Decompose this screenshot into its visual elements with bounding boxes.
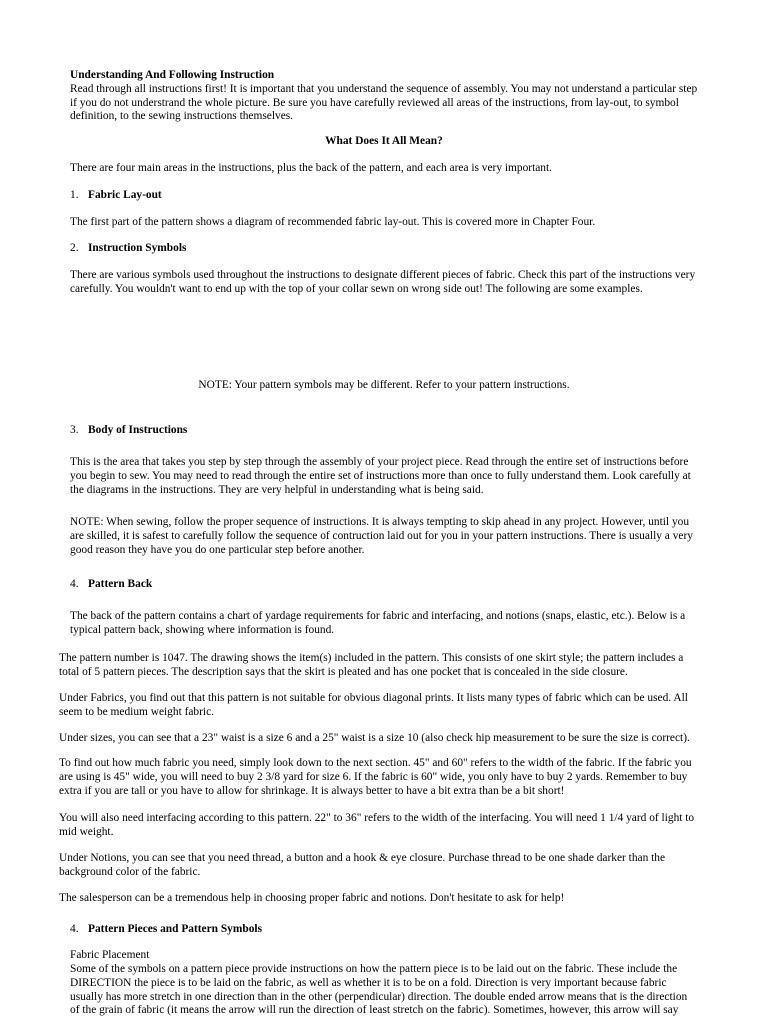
s3-number: 3. xyxy=(70,424,79,436)
paragraph-yardage: To find out how much fabric you need, simply look down to the next section. 45" and 60" refers to the width of the fabric. If the fabric you are using is 45" wide, you will need to buy 2 3/8 yard for size 6. If the fabric is 60" wide, you only have to buy 2 yards. Remember to buy extra if you are tall or you have to allow for shrinkage. It is always better to have a bit extra than be a bit short! xyxy=(59,757,692,797)
s5-number: 4. xyxy=(70,923,79,935)
s5-subheading: Fabric Placement xyxy=(70,949,150,961)
s4-text: The back of the pattern contains a chart of yardage requirements for fabric and interfacing, and notions (snaps, elastic, etc.). Below is a typical pattern back, showing where information is found. xyxy=(70,610,686,636)
four-areas-text: There are four main areas in the instructions, plus the back of the pattern, and each area is very important. xyxy=(70,162,553,174)
paragraph-salesperson: The salesperson can be a tremendous help in choosing proper fabric and notions. Don't hesitate to ask for help! xyxy=(59,892,565,904)
paragraph-interfacing: You will also need interfacing according to this pattern. 22" to 36" refers to the width of the interfacing. You will need 1 1/4 yard of light to mid weight. xyxy=(59,812,695,838)
s3-note: NOTE: When sewing, follow the proper sequence of instructions. It is always tempting to skip ahead in any project. However, until you are skilled, it is safest to carefully follow the sequence of contruction laid out for you in your pattern instructions. There is usually a very good reason they have you do one particular step before another. xyxy=(70,516,693,556)
s5-title: Pattern Pieces and Pattern Symbols xyxy=(88,923,262,935)
s3-title: Body of Instructions xyxy=(88,424,188,436)
s2-heading xyxy=(70,242,698,256)
s1-title: Fabric Lay-out xyxy=(88,189,162,201)
s4-number: 4. xyxy=(70,578,79,590)
s4-title: Pattern Back xyxy=(88,578,153,590)
paragraph-notions: Under Notions, you can see that you need thread, a button and a hook & eye closure. Purchase thread to be one shade darker than the background color of the fabric. xyxy=(59,852,666,878)
s4-heading xyxy=(70,578,698,592)
paragraph-fabrics: Under Fabrics, you find out that this pattern is not suitable for obvious diagonal prints. It lists many types of fabric which can be used. All seem to be medium weight fabric. xyxy=(59,692,688,718)
document-heading: Understanding And Following Instruction xyxy=(70,69,275,81)
s2-note: NOTE: Your pattern symbols may be different. Refer to your pattern instructions. xyxy=(198,379,570,391)
section-title: What Does It All Mean? xyxy=(325,135,443,147)
s2-title: Instruction Symbols xyxy=(88,242,187,254)
s5-text: Some of the symbols on a pattern piece provide instructions on how the pattern piece is to be laid out on the fabric. These include the DIRECTION the piece is to be laid on the fabric, as well as whether it is to be on a fold. Direction is very important because fabric usually has more stretch in one direction than in the other (perpendicular) direction. The double ended arrow means that is the direction of the grain of fabric (it means the arrow will run the direction of least stretch on the fabric). Sometimes, however, this arrow will say xyxy=(70,963,688,1017)
s5-heading xyxy=(70,923,698,937)
intro-block xyxy=(70,69,698,124)
s3-text: This is the area that takes you step by step through the assembly of your project piece. Read through the entire set of instructions before you begin to sew. You may need to read through the entire set of instructions more than once to fully understand them. Look carefully at the diagrams in the instructions. They are very helpful in understanding what is being said. xyxy=(70,456,691,496)
paragraph-pattern-number: The pattern number is 1047. The drawing shows the item(s) included in the pattern. This consists of one skirt style; the pattern includes a total of 5 pattern pieces. The description says that the skirt is pleated and has one pocket that is concealed in the side closure. xyxy=(59,652,684,678)
s3-heading xyxy=(70,424,698,438)
s1-text: The first part of the pattern shows a diagram of recommended fabric lay-out. This is covered more in Chapter Four. xyxy=(70,216,596,228)
s1-number: 1. xyxy=(70,189,79,201)
s1-heading xyxy=(70,189,698,203)
s2-text: There are various symbols used throughout the instructions to designate different pieces of fabric. Check this part of the instructions very carefully. You wouldn't want to end up with the top of your collar sewn on wrong side out! The following are some examples. xyxy=(70,269,696,295)
s2-number: 2. xyxy=(70,242,79,254)
paragraph-sizes: Under sizes, you can see that a 23" waist is a size 6 and a 25" waist is a size 10 (also check hip measurement to be sure the size is correct). xyxy=(59,732,690,744)
intro-text: Read through all instructions first! It is important that you understand the sequence of assembly. You may not understand a particular step if you do not understrand the whole picture. Be sure you have carefully reviewed all areas of the instructions, from lay-out, to symbol definition, to the sewing instructions themselves. xyxy=(70,82,698,123)
